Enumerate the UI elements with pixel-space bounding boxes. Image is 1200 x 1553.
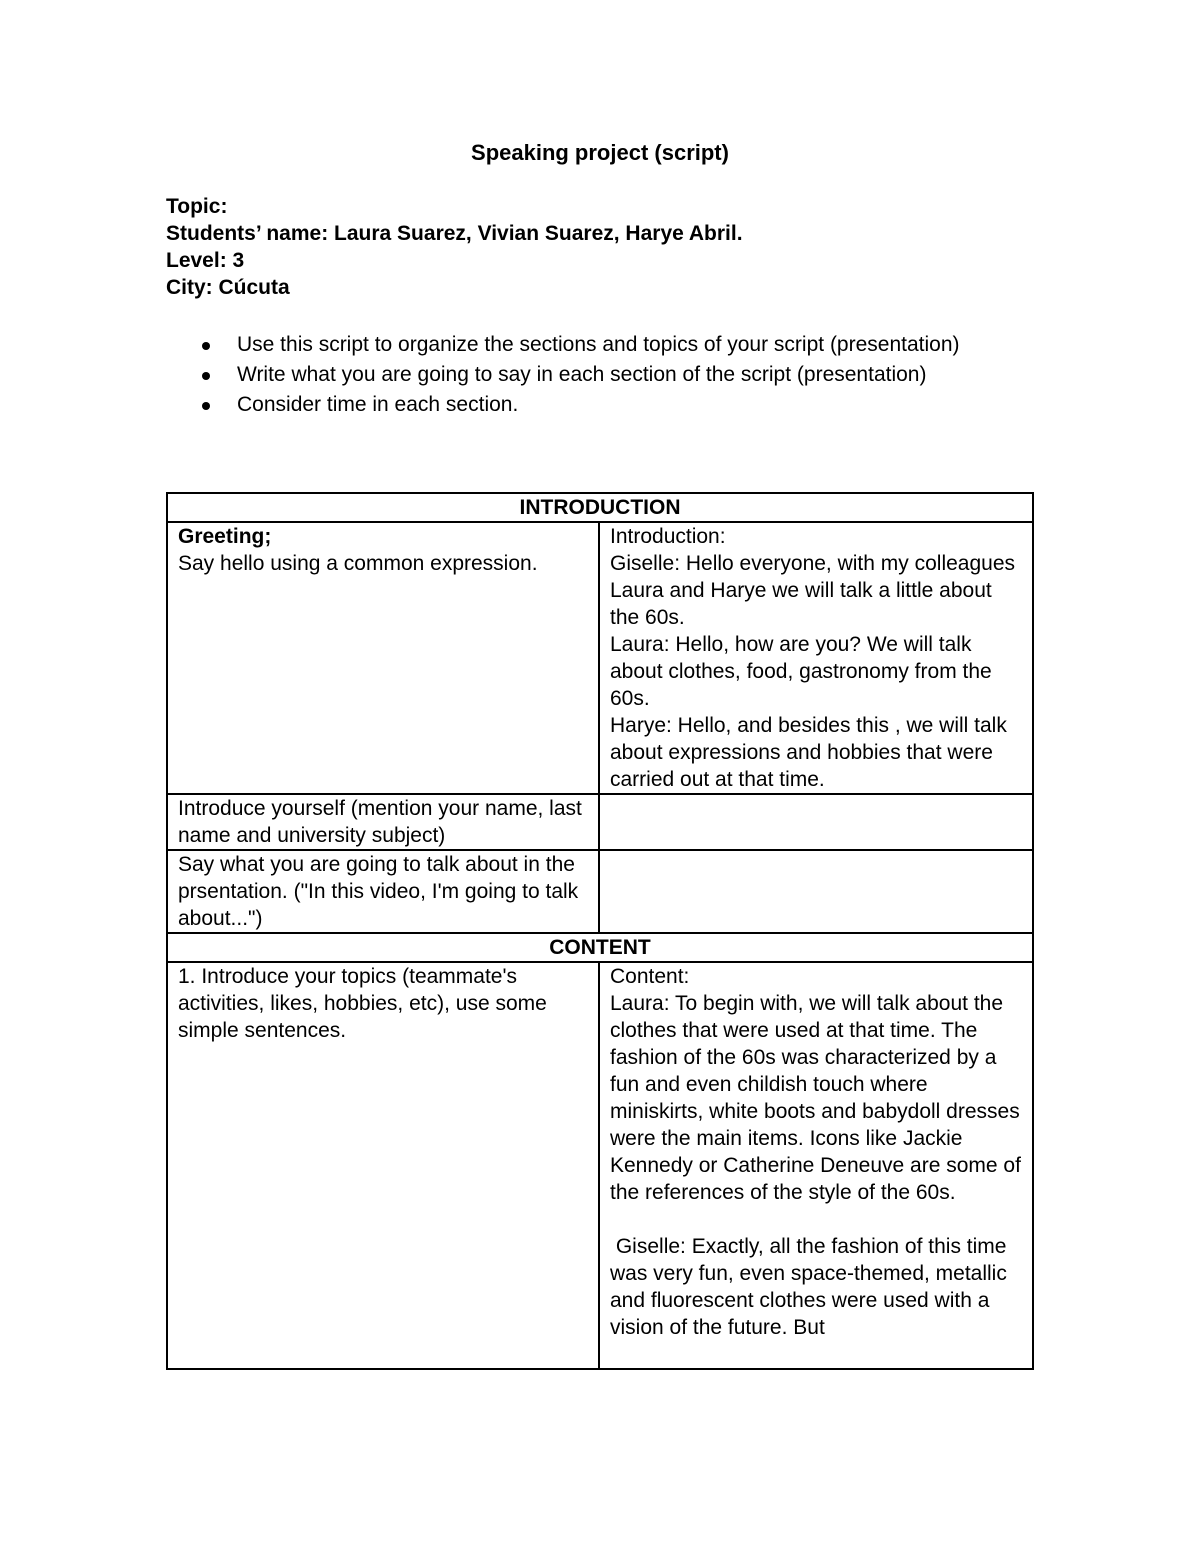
topic-line: Topic: bbox=[166, 195, 228, 218]
content-prompt-cell: 1. Introduce your topics (teammate's activities, likes, hobbies, etc), use some simple sentences. bbox=[167, 962, 599, 1369]
greeting-cell bbox=[167, 522, 599, 794]
instruction-text: Consider time in each section. bbox=[237, 393, 519, 416]
empty-cell bbox=[599, 850, 1033, 933]
content-response-line: Content: bbox=[610, 965, 690, 988]
students-line: Students’ name: Laura Suarez, Vivian Suarez, Harye Abril. bbox=[166, 222, 743, 245]
instruction-text: Write what you are going to say in each section of the script (presentation) bbox=[237, 363, 927, 386]
table-row bbox=[167, 493, 1033, 522]
intro-response-cell bbox=[599, 522, 1033, 794]
table-row bbox=[167, 962, 1033, 1369]
content-response-cell bbox=[599, 962, 1033, 1369]
content-heading: CONTENT bbox=[167, 933, 1033, 962]
intro-response-line: Harye: Hello, and besides this , we will talk about expressions and hobbies that were carried out at that time. bbox=[610, 714, 1007, 791]
content-response-line: Giselle: Exactly, all the fashion of this time was very fun, even space-themed, metallic and fluorescent clothes were used with a vision of the future. But bbox=[610, 1235, 1013, 1339]
introduction-heading: INTRODUCTION bbox=[167, 493, 1033, 522]
instruction-item bbox=[166, 390, 1046, 420]
bullet-icon bbox=[202, 342, 210, 350]
city-line: City: Cúcuta bbox=[166, 276, 290, 299]
bullet-icon bbox=[202, 402, 210, 410]
greeting-label: Greeting; bbox=[178, 525, 272, 548]
greeting-description: Say hello using a common expression. bbox=[178, 552, 538, 575]
script-table bbox=[166, 492, 1034, 1370]
level-line: Level: 3 bbox=[166, 249, 245, 272]
table-row bbox=[167, 522, 1033, 794]
say-what-cell: Say what you are going to talk about in the prsentation. ("In this video, I'm going to talk about...") bbox=[167, 850, 599, 933]
introduce-yourself-cell: Introduce yourself (mention your name, last name and university subject) bbox=[167, 794, 599, 850]
intro-response-line: Laura: Hello, how are you? We will talk about clothes, food, gastronomy from the 60s. bbox=[610, 633, 992, 710]
table-row bbox=[167, 850, 1033, 933]
content-response-line: Laura: To begin with, we will talk about the clothes that were used at that time. The fashion of the 60s was characterized by a fun and even childish touch where miniskirts, white boots and babydoll dresses were the main items. Icons like Jackie Kennedy or Catherine Deneuve are some of the references of the style of the 60s. bbox=[610, 992, 1021, 1204]
instruction-item bbox=[166, 330, 1046, 360]
instruction-text: Use this script to organize the sections and topics of your script (presentation) bbox=[237, 333, 960, 356]
intro-response-line: Introduction: bbox=[610, 525, 726, 548]
table-row bbox=[167, 933, 1033, 962]
table-row bbox=[167, 794, 1033, 850]
intro-response-line: Giselle: Hello everyone, with my colleagues Laura and Harye we will talk a little about the 60s. bbox=[610, 552, 1016, 629]
bullet-icon bbox=[202, 372, 210, 380]
paragraph-gap bbox=[610, 1206, 1026, 1233]
document-title: Speaking project (script) bbox=[471, 140, 729, 165]
instruction-item bbox=[166, 360, 1046, 390]
header-info bbox=[166, 193, 743, 301]
instruction-list bbox=[166, 330, 1046, 420]
empty-cell bbox=[599, 794, 1033, 850]
